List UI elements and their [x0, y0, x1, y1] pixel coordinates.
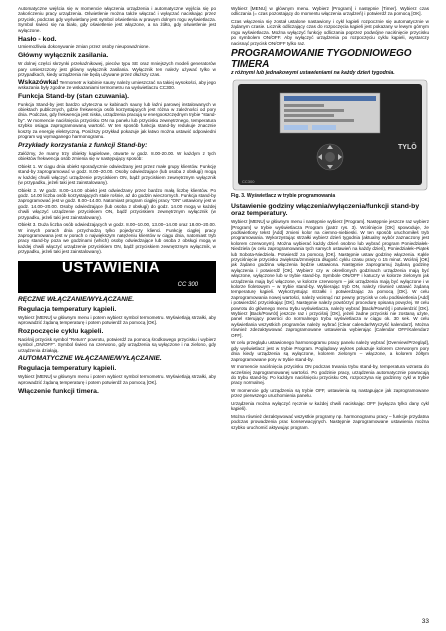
ustawienie-5: Urządzenia można wyłączyć ręcznie w każdej chwili naciskając OFF (wyłącza tylko dany cykl kąpieli).: [231, 400, 429, 412]
ustawienie-6: Można również dezaktywować wszystkie programy np. harmonogramu pracy – funkcje przydatna podczas prowadzenia prac konserwacyjnych. Następnie zaprogramowane ustawienia można szybko uruchomić aktywując program.: [231, 413, 429, 430]
heading-programowanie: PROGRAMOWANIE TYGODNIOWEGO TIMERA: [231, 48, 412, 70]
paragraph-regulacja-1: Wybierz [MENU] w głównym menu i potem wybierz symbol termometru. Wyświetlają strzałki, aby wprowadzić żądaną temperaturę i potem potwierdź za pomocą [OK].: [18, 314, 216, 325]
paragraph-regulacja-2: Wybierz [MENU] w głównym menu i potem wybierz symbol termometru. Wyświetlają strzałki, aby wprowadzić żądaną temperaturę i potem potwierdź za pomocą [OK].: [18, 374, 216, 385]
przyklad-3: Obiekt 2. W godz. 8.00–14.00 obiekt jest odwiedzany przez bardzo małą liczbę klientów. Po godz. 14.00 liczba osób korzystających stale rośnie, aż do godzin wieczornych. Funkcja stand-by zaprogramować jest w godz. 8.00–14.00. Natomiast program ciągłej pracy "ON" ustawiony jest w godz. 14.00–20.00. Osoby odwiedzające (lub osoba z obsługi) do godz. 14.00 mogą w każdej chwili włączyć urządzenie przyciskiem ON, bądź przyciskiem zewnętrznym wyłącznik (w przypadku, jeżeli taki jest zainstalowany).: [18, 187, 216, 220]
heading-auto: AUTOMATYCZNE WŁĄCZANIE/WYŁĄCZANIE.: [18, 355, 162, 363]
paragraph-haslo: Umiemożliwia dokonywanie zmian przez osoby nieupoważnione.: [18, 44, 150, 50]
banner-subtitle: CC 300: [177, 281, 198, 288]
device-label: CC300: [242, 179, 255, 185]
heading-regulacja-1: Regulacja temperatury kąpieli.: [18, 305, 117, 313]
ok-button: [325, 152, 335, 162]
control-panel-illustration: [232, 79, 428, 191]
paragraph-wskazowka: [18, 80, 216, 91]
settings-banner: [18, 258, 216, 293]
right-top-2: Czas włączenia się został ustalone nastawiony i cykl kąpieli rozpocznie się automatycznie w żądanym czasie. Licznik odliczający czas do rozpoczęcia kąpieli jest pokazany w lewym górnym rogu wyświetlacza. Można wyłączyć funkcję odliczania poprzez podwójne naciśnięcie przycisku po symbolem ON/OFF. Aby wyłączyć urządzenia po rozpoczęciu cyklu kąpieli, wystarczy nacisnąć przycisk ON/OFF tylko raz.: [231, 19, 429, 46]
heading-regulacja-2: Regulacja temperatury kąpieli.: [18, 365, 117, 373]
heading-ustawienie: Ustawienie godziny włączenia/wyłączenia/funkcji stand-by oraz temperatury.: [231, 202, 420, 218]
heading-programowanie-sub: z różnymi lub jednakowymi ustawieniami na każdy dzień tygodnia.: [231, 70, 395, 77]
heading-rozpoczecie: Rozpoczęcie cyklu kąpieli.: [18, 327, 104, 335]
right-top-1: Wybierz [MENU] w głównym menu. Wybierz [Program] i następnie [Timer]. Wybierz czas odliczania (= czas pozostający do momentu włączenia urządzeń) i potwierdź za pomocą [OK].: [231, 6, 429, 17]
right-column: [231, 6, 429, 432]
paragraph-rozpoczecie: Naciśnij przycisk symbol "Return" powrotu, potwierdź za pomocą środkowego przycisku i wybierz symbol „ON/OFF". Symbol świeci na czerwono, gdy urządzenia są wyłączone i na zielono, gdy urządzenia działają.: [18, 336, 216, 353]
heading-glowny: Główny wyłącznik zasilania.: [18, 52, 109, 60]
intro-paragraph: Automatyczne wejścia się w momencie włączenia urządzenia i automatyczne wyjścia się po zakończeniu pracy urządzenia. Oświetlenie można także włączać i wyłączać naciskając przez przycisk, podczas gdy wyświetlany jest symbol oświetlenia w prawym dolnym rogu wyświetlacza. Symbol świeci się na biało, gdy oświetlenie jest włączone, a na żółto, gdy oświetlenie jest wyłączone.: [18, 6, 216, 33]
figure-caption: Fig. 3. Wyświetlacz w trybie programowania: [231, 193, 336, 200]
przyklad-2: Obiekt 1. W ciągu dnia obiekt sporadycznie odwiedzany jest przez małe grupy klientów. Funkcję stand-by zaprogramować w godz. 8.00–20.00. Osoby odwiedzające (lub osoba z obsługi) mogą w każdej chwili włączyć urządzenie przyciskiem ON, bądź przyciskiem zewnętrznym wyłącznik (w przypadku, jeżeli taki jest zainstalowany).: [18, 163, 216, 186]
przyklad-4: Obiekt 3. Duża liczba osób odwiedzających w godz. 8.00–10.00, 13.00–14.00 oraz 18.00–20.00. W innych porach dnia przychodzą tylko pojedynczy klienci. Funkcję ciągłej pracy zaprogramowana jest w porach o największym natężeniu klientów w ciągu dnia, natomiast tryb pracy stand-by poza we godzinami (which) osoby odwiedzające lub osoba z obsługi mogą w każdej chwili włączyć urządzenie przyciskiem ON, bądź przyciskiem zewnętrznym wyłącznik, w przypadku, jeżeli taki jest zainstalowany).: [18, 222, 216, 255]
heading-wskazowka: Wskazówka!: [18, 78, 59, 86]
left-column: [18, 6, 216, 396]
heading-funkcja: Funkcja Stand-by (stan czuwania).: [18, 92, 130, 100]
heading-reczne: RĘCZNE WŁĄCZANIE/WYŁĄCZANIE.: [18, 295, 135, 303]
banner-title: USTAWIENIA: [62, 258, 161, 276]
control-panel-svg: [232, 79, 428, 191]
ustawienie-3: W momencie naciśnięcia przycisku ON podczas trwania trybu stand-by, temperatura wzrasta do wcześniej zaprogramowanej wartości. Po godzinie pracy, urządzenia automatycznie powracają do trybu stand-by. Po każdym naciśnięciu przycisku ON, rozpoczyna się godzinny cykl w trybie pracy normalnej.: [231, 364, 429, 386]
paragraph-funkcja: Funkcja Stand-by jest bardzo użyteczna w kabinach sauny lub łaźni parowej instalowanych w obiektach publicznych, gdzie frekwencja osób korzystających jest różna w zależności od pory dnia. Podczas, gdy frekwencja jest niska, urządzenia pracują w energooszczędnym trybie "stand-by". W momencie naciśnięcia przycisku ON na panelu lub przycisku zewnętrznego, temperatura szybko osiąga zaprogramowaną wartość. W ten sposób funkcja stand-by redukuje znacznie koszty za energię elektryczną. Poniższy przykład pokazuje jak łatwo można ustawić odpowiedni program wg wymaganego harmonogramu.: [18, 101, 216, 139]
ustawienie-1: Wybierz [MENU] w głównym menu i następnie wybierz [Program]. Następnie jeszcze raz wybierz [Program] w trybie wyświetlacza Program (patrz rys. 3). Wciśnięcie [OK] spowoduje, że podświetlony tekst [Add] zmieni kolor na ciemno-niebieski. W ten sposób uruchomiłeś tryb programowania. Wykorzystując strzałki wybierz dzień tygodnia (aktualny wybór zaznaczony jest kolorem czerwonym). Można wybierać każdy dzień osobno lub wybrać program Poniedziałek-Niedziela (w celu zaprogramowania tych samych ustawień na każdy dzień), Poniedziałek–Piątek lub Sobota-Niedziela. Potwierdź za pomocą [OK]. Następnie ustaw godzinę włączenia. Kąkle przyciśnięcie przycisku zwiększa/zmniejsza długość cyklu czasu pracy o 15 minut. Wciśnij [OK] jak żądano godzina włączenia będzie ustawiona. Następnie zaprogramuj żądaną godzinę wyłączenia i potwierdź [OK]. Wybierz czy w określonych godzinach urządzenia mają być włączone, wyłączone lub w trybie stand-by. Symbole ON/OFF i katuczy w kolorze zielonym jak urządzenia mają być włączone, w kolorze czerwonym – jak urządzenia mają być wyłączone i w kolorze fioletowym – w trybie stand-by. Wybierając tryb ON, należy również ustawić żądaną temperaturę kąpieli. Wykorzystując strzałki i potwierdzając za pomocą [OK]. W celu zaprogramowania nowej wartości, należy wcisnąć raz pewny przycisk w celu podświetlenia [Add] i potwierdzić przyciskając [OK]. Następnie należy powtórzyć procedurę opisaną powyżej. W celu powrotu do głównego menu trybu wyświetlacza, należy wybrać [Back/Powrót] i potwierdzić [OK]. Wybierz [Back/Powrót] jeszcze raz i przyciśnij [OK], jeżeli żadne przyciski nie zostaną użyte, panel sterujący powróci do normalnego trybu wyświetlacza w ciągu ok. 30 sek. W celu wyświetlania wszystkich programów należy wybrać [Clear calendar/Wyczyść kalendarz]. Można również zdezaktywować zaprogramowane ustawienia wybierając [Calendar OFF/Kalendarz OFF].: [231, 219, 429, 338]
ustawienie-2: W celu przeglądu ustawionego harmonogramu pracy panelu należy wybrać [Overview/Przegląd], gdy wyświetlacz jest w trybie Program. Poglądowy wykres pokazuje kolorem czerwonym pory dnia kiedy urządzenia są wyłączone, kolorem zielonym – włączone, a kolorem żółtym zaprogramowane pory w trybie stand-by.: [231, 340, 429, 362]
device-brand: TYLÖ: [398, 144, 417, 152]
wskazowka-text: Termometr w kabinie sauny należy umieszczać na takiej wysokości, aby jego wskazania były zgodne ze wskazaniami termometru na wyświetlaczu CC300.: [18, 79, 216, 91]
heading-haslo: Hasło - kod.: [18, 35, 57, 43]
paragraph-glowny: W dolnej części skrzynki przekaźnikowej, pieców typu SE oraz mniejszych modeli generatorów pary umieszczony jest główny wyłącznik zasilania. Wyłącznik ten należy używać tylko w przypadkach, kiedy urządzenia nie będą używane przez dłuższy czas.: [18, 61, 216, 78]
page-number: 33: [421, 618, 429, 625]
ustawienie-4: W momencie gdy urządzenia są trybie OFF, ustawienia są nastąpujące jak zaprogramowane przez pierwszego uruchomienia panelu.: [231, 387, 429, 399]
przyklad-1: Załóżmy, że mamy trzy obiekty kąpielowe, otwarte w godz. 8.00-20.00. W każdym z tych obiektów frekwencja osób zmienia się w następujący sposób:: [18, 150, 216, 162]
heading-przyklad: Przykłady korzystania z funkcji Stand-by:: [18, 141, 148, 149]
heading-wlaczenie: Włączenie funkcji timera.: [18, 387, 99, 395]
